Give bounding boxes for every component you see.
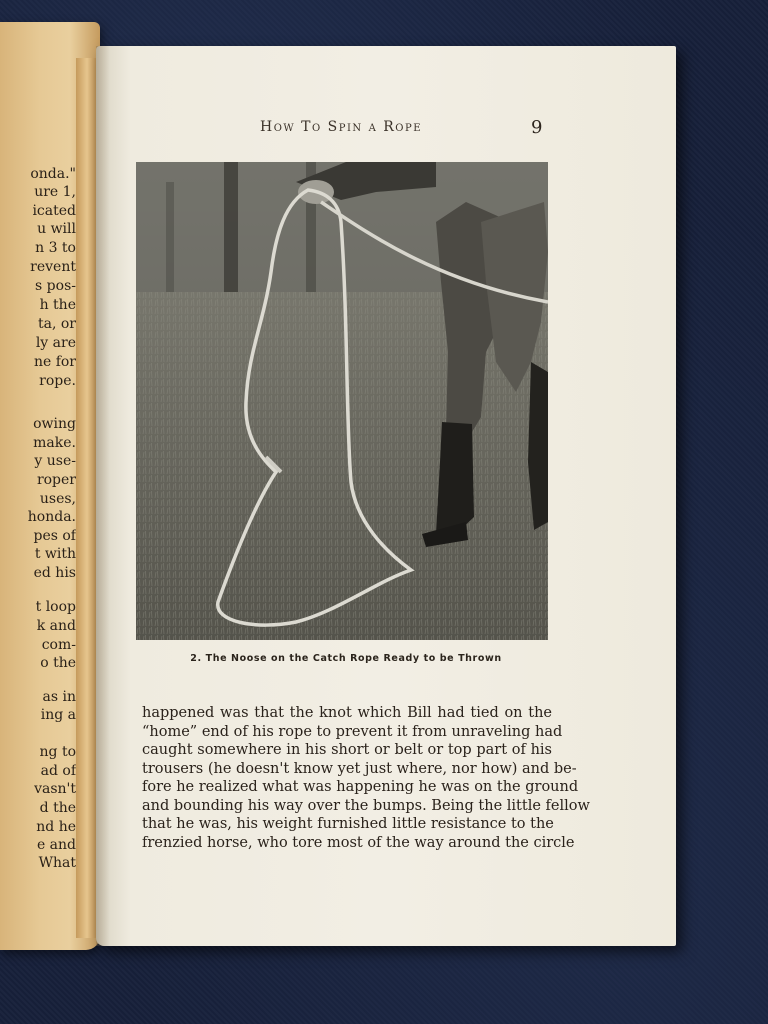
photo-caption: 2. The Noose on the Catch Rope Ready to be Thrown [190, 653, 502, 664]
left-page-line: com- [41, 637, 76, 653]
page-number: 9 [531, 117, 543, 138]
body-line: frenzied horse, who tore most of the way around the circle [142, 834, 575, 851]
left-page-line: rope. [39, 373, 76, 389]
body-line: that he was, his weight furnished little resistance to the [142, 816, 554, 832]
left-page-line: s pos- [35, 278, 76, 294]
left-page-line: h the [39, 297, 76, 313]
body-line: “home” end of his rope to prevent it from unraveling had [142, 723, 563, 740]
left-page-line: as in [42, 689, 76, 705]
left-page-line: ed his [33, 565, 76, 581]
left-page-line: vasn't [34, 781, 76, 797]
left-page-line: d the [39, 800, 76, 816]
running-head: How To Spin a Rope [260, 119, 423, 135]
left-page-line: k and [36, 618, 76, 634]
left-page-line: y use- [34, 453, 76, 469]
left-page-line: uses, [39, 491, 76, 507]
left-page-line: owing [33, 416, 76, 432]
left-page-line: roper [36, 472, 76, 488]
left-page-line: n 3 to [35, 240, 76, 256]
left-page-line: t loop [35, 599, 76, 615]
body-line: happened was that the knot which Bill had tied on the [142, 705, 552, 721]
left-page-line: ing a [40, 707, 76, 723]
left-page-line: ng to [39, 744, 76, 760]
left-page-line: revent [30, 259, 76, 275]
left-page-line: pes of [33, 528, 76, 544]
left-page-line: ad of [40, 763, 76, 779]
gutter-shadow [96, 46, 110, 946]
left-page-line: ne for [33, 354, 76, 370]
body-line: and bounding his way over the bumps. Being the little fellow [142, 797, 590, 814]
left-page-line: u will [37, 221, 76, 237]
left-page-line: e and [36, 837, 76, 853]
page-stack-edge [76, 58, 98, 938]
left-page-line: nd he [36, 819, 76, 835]
left-page-line: ure 1, [34, 184, 76, 200]
left-page-line: ly are [35, 335, 76, 351]
left-page-line: make. [33, 435, 76, 451]
left-page-text [0, 22, 76, 950]
left-page-line: honda. [27, 509, 76, 525]
left-page-line: o the [40, 655, 76, 671]
left-page-line: t with [34, 546, 76, 562]
left-page-line: icated [32, 203, 76, 219]
rope-photo-illustration [136, 162, 548, 640]
body-line: trousers (he doesn't know yet just where, nor how) and be- [142, 760, 577, 777]
left-page-line: onda." [30, 166, 76, 182]
body-paragraph [142, 704, 590, 852]
left-page-line: What [38, 855, 76, 871]
body-line: caught somewhere in his short or belt or top part of his [142, 742, 552, 758]
rope-photograph [136, 162, 548, 640]
body-line: fore he realized what was happening he was on the ground [142, 779, 579, 795]
left-page-line: ta, or [38, 316, 76, 332]
